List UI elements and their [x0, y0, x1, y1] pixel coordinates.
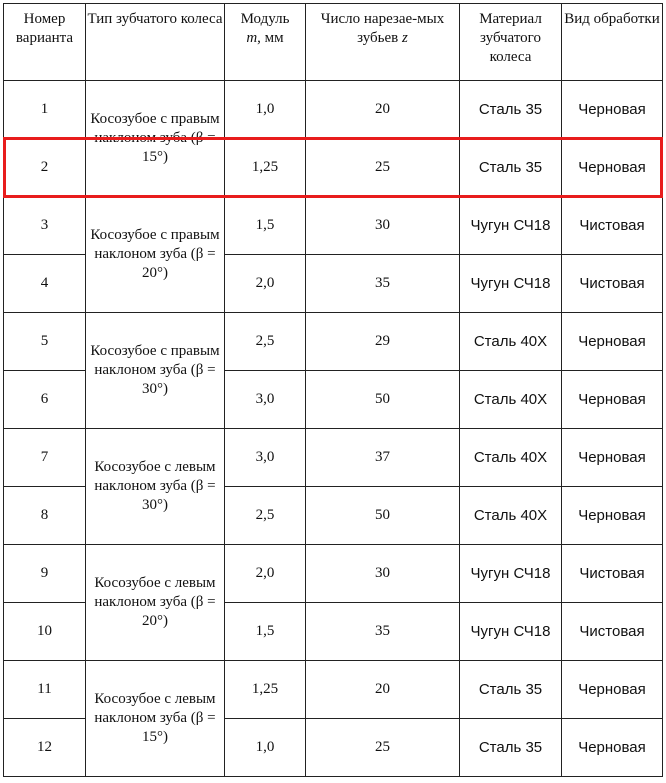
- material-cell: Сталь 40Х: [460, 429, 562, 487]
- teeth-cell: 20: [306, 661, 460, 719]
- material-cell: Сталь 40Х: [460, 487, 562, 545]
- table-body: [4, 81, 663, 777]
- teeth-cell: 25: [306, 719, 460, 777]
- header-processing: Вид обработки: [562, 4, 663, 81]
- variant-cell: 9: [4, 545, 86, 603]
- module-cell: 1,25: [225, 661, 306, 719]
- header-module-symbol: m: [246, 30, 258, 46]
- material-cell: Сталь 35: [460, 81, 562, 139]
- teeth-cell: 50: [306, 487, 460, 545]
- module-cell: 1,5: [225, 197, 306, 255]
- table-row: [4, 429, 663, 487]
- processing-cell: Черновая: [562, 139, 663, 197]
- module-cell: 1,5: [225, 603, 306, 661]
- header-teeth: [306, 4, 460, 81]
- gear-type-cell: Косозубое с левым наклоном зуба (β = 20°): [86, 545, 225, 661]
- variant-cell: 3: [4, 197, 86, 255]
- header-row: [4, 4, 663, 81]
- processing-cell: Чистовая: [562, 603, 663, 661]
- header-module-word: Модуль: [240, 11, 290, 27]
- variant-cell: 11: [4, 661, 86, 719]
- material-cell: Сталь 40Х: [460, 313, 562, 371]
- teeth-cell: 29: [306, 313, 460, 371]
- processing-cell: Черновая: [562, 313, 663, 371]
- table-row: [4, 81, 663, 139]
- gear-type-cell: Косозубое с левым наклоном зуба (β = 30°): [86, 429, 225, 545]
- variants-table: [3, 3, 663, 777]
- header-module-unit: , мм: [257, 30, 284, 46]
- material-cell: Чугун СЧ18: [460, 603, 562, 661]
- module-cell: 3,0: [225, 371, 306, 429]
- teeth-cell: 30: [306, 197, 460, 255]
- processing-cell: Чистовая: [562, 197, 663, 255]
- material-cell: Сталь 40Х: [460, 371, 562, 429]
- variant-cell: 6: [4, 371, 86, 429]
- header-material: Материал зубчатого колеса: [460, 4, 562, 81]
- teeth-cell: 25: [306, 139, 460, 197]
- variant-cell: 7: [4, 429, 86, 487]
- variant-cell: 10: [4, 603, 86, 661]
- variant-cell: 2: [4, 139, 86, 197]
- processing-cell: Чистовая: [562, 255, 663, 313]
- processing-cell: Черновая: [562, 719, 663, 777]
- material-cell: Чугун СЧ18: [460, 545, 562, 603]
- table-row: [4, 197, 663, 255]
- table-row: [4, 313, 663, 371]
- header-gear-type: Тип зубчатого колеса: [86, 4, 225, 81]
- module-cell: 1,0: [225, 81, 306, 139]
- module-cell: 3,0: [225, 429, 306, 487]
- header-module: [225, 4, 306, 81]
- module-cell: 2,0: [225, 545, 306, 603]
- variant-cell: 5: [4, 313, 86, 371]
- module-cell: 2,0: [225, 255, 306, 313]
- teeth-cell: 37: [306, 429, 460, 487]
- processing-cell: Черновая: [562, 81, 663, 139]
- variant-cell: 4: [4, 255, 86, 313]
- teeth-cell: 35: [306, 255, 460, 313]
- gear-type-cell: Косозубое с левым наклоном зуба (β = 15°): [86, 661, 225, 777]
- teeth-cell: 50: [306, 371, 460, 429]
- material-cell: Сталь 35: [460, 661, 562, 719]
- processing-cell: Черновая: [562, 487, 663, 545]
- material-cell: Чугун СЧ18: [460, 197, 562, 255]
- material-cell: Чугун СЧ18: [460, 255, 562, 313]
- module-cell: 1,0: [225, 719, 306, 777]
- module-cell: 2,5: [225, 487, 306, 545]
- table-row: [4, 661, 663, 719]
- header-variant: Номер варианта: [4, 4, 86, 81]
- header-teeth-symbol: z: [402, 30, 408, 46]
- teeth-cell: 30: [306, 545, 460, 603]
- gear-type-cell: Косозубое с правым наклоном зуба (β = 20°): [86, 197, 225, 313]
- material-cell: Сталь 35: [460, 139, 562, 197]
- variant-cell: 12: [4, 719, 86, 777]
- module-cell: 1,25: [225, 139, 306, 197]
- gear-type-cell: Косозубое с правым наклоном зуба (β = 30°): [86, 313, 225, 429]
- variant-cell: 1: [4, 81, 86, 139]
- processing-cell: Чистовая: [562, 545, 663, 603]
- table-row: [4, 545, 663, 603]
- gear-type-cell: Косозубое с правым наклоном зуба (β = 15°): [86, 81, 225, 197]
- processing-cell: Черновая: [562, 661, 663, 719]
- teeth-cell: 20: [306, 81, 460, 139]
- variant-cell: 8: [4, 487, 86, 545]
- module-cell: 2,5: [225, 313, 306, 371]
- processing-cell: Черновая: [562, 371, 663, 429]
- teeth-cell: 35: [306, 603, 460, 661]
- processing-cell: Черновая: [562, 429, 663, 487]
- material-cell: Сталь 35: [460, 719, 562, 777]
- header-teeth-text: Число нарезае-мых зубьев: [320, 11, 445, 46]
